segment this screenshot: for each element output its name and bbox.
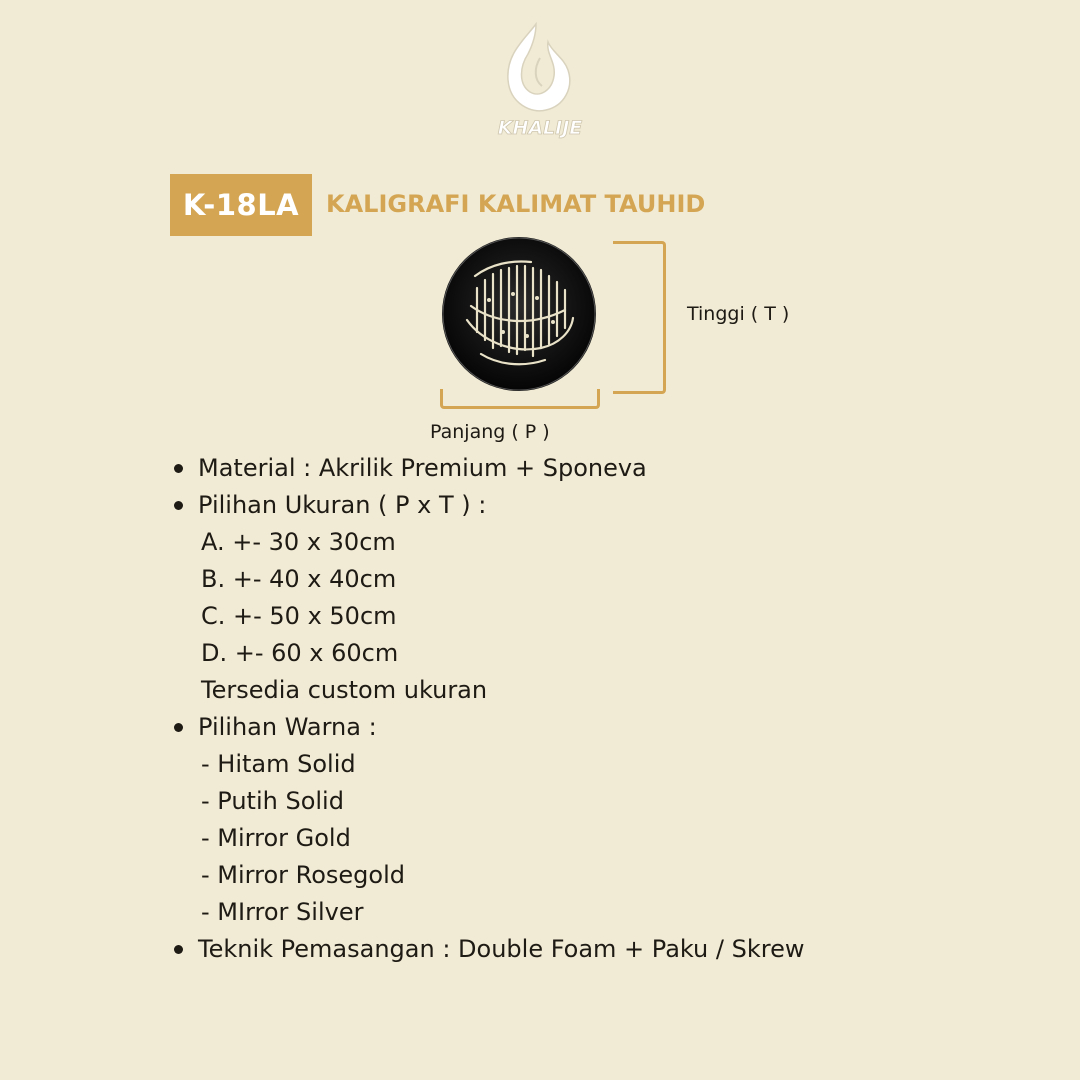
spec-list xyxy=(172,450,1052,968)
size-option: C. +- 50 x 50cm xyxy=(201,602,397,630)
spec-sizes-heading xyxy=(172,487,1052,524)
color-option: - Hitam Solid xyxy=(201,750,356,778)
spec-colors-heading xyxy=(172,709,1052,746)
spec-sizes-heading-text: Pilihan Ukuran ( P x T ) : xyxy=(198,491,487,519)
height-bracket xyxy=(613,241,666,394)
product-code: K-18LA xyxy=(182,188,300,222)
bullet-icon xyxy=(174,464,183,473)
bullet-icon xyxy=(174,501,183,510)
size-option: B. +- 40 x 40cm xyxy=(201,565,397,593)
product-title: KALIGRAFI KALIMAT TAUHID xyxy=(326,190,706,218)
length-label: Panjang ( P ) xyxy=(430,421,550,443)
spec-material xyxy=(172,450,1052,487)
color-option: - MIrror Silver xyxy=(201,898,364,926)
khalije-logo xyxy=(490,18,590,143)
size-option: A. +- 30 x 30cm xyxy=(201,528,396,556)
svg-text:KHALIJE: KHALIJE xyxy=(497,117,583,139)
color-option: - Putih Solid xyxy=(201,787,344,815)
color-option: - Mirror Gold xyxy=(201,824,351,852)
size-custom-note: Tersedia custom ukuran xyxy=(201,676,488,704)
spec-installation-text: Teknik Pemasangan : Double Foam + Paku / Skrew xyxy=(198,935,805,963)
spec-material-text: Material : Akrilik Premium + Sponeva xyxy=(198,454,647,482)
spec-installation xyxy=(172,931,1052,968)
height-label: Tinggi ( T ) xyxy=(687,303,790,325)
bullet-icon xyxy=(174,945,183,954)
length-bracket xyxy=(440,389,600,409)
calligraphy-product-image xyxy=(441,236,597,392)
product-code-badge xyxy=(170,174,312,236)
bullet-icon xyxy=(174,723,183,732)
color-option: - Mirror Rosegold xyxy=(201,861,405,889)
spec-colors-heading-text: Pilihan Warna : xyxy=(198,713,377,741)
size-option: D. +- 60 x 60cm xyxy=(201,639,399,667)
